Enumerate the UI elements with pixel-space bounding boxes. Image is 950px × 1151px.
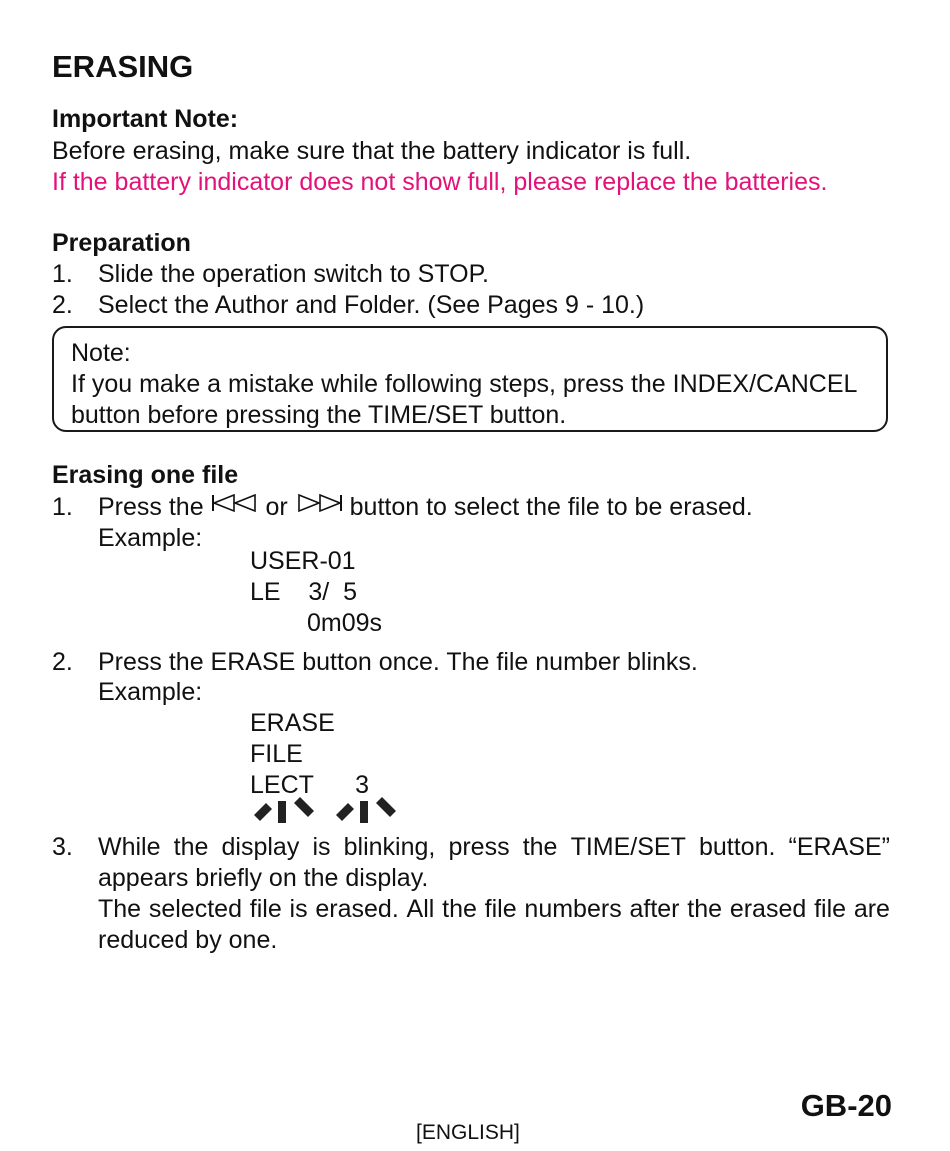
step-number: 1. — [52, 493, 73, 521]
step-3-word: the — [173, 833, 209, 861]
step-3-word: are — [853, 895, 890, 923]
step-3-word: the — [522, 833, 558, 861]
skip-forward-icon — [295, 490, 343, 520]
step-3-word: The — [98, 895, 142, 923]
note-text-line-1: If you make a mistake while following steps, press the INDEX/CANCEL — [71, 370, 858, 398]
step-number: 1. — [52, 260, 73, 288]
step-1-middle: or — [265, 493, 288, 521]
step-3-word: erased. — [315, 895, 399, 923]
step-3-word: display — [221, 833, 300, 861]
step-3-word: numbers — [524, 895, 622, 923]
skip-back-icon — [211, 490, 259, 520]
step-3-word: is — [312, 833, 331, 861]
step-3-word: file — [484, 895, 517, 923]
battery-warning-text: If the battery indicator does not show full, please replace the batteries. — [52, 168, 828, 196]
page-number: GB-20 — [800, 1088, 892, 1123]
display-line-file-count: LE 3/ 5 — [250, 578, 358, 606]
display-line-erase: ERASE — [250, 709, 335, 737]
erasing-one-file-heading: Erasing one file — [52, 461, 239, 489]
step-3-line-4: reduced by one. — [98, 926, 278, 954]
blink-indicator-icon — [254, 797, 314, 823]
step-3-word: file — [814, 895, 847, 923]
step-3-word: “ERASE” — [788, 833, 890, 861]
step-3-line-1 — [98, 832, 890, 863]
step-number: 3. — [52, 833, 73, 861]
step-3-word: selected — [148, 895, 242, 923]
step-1-prefix: Press the — [98, 493, 204, 521]
blink-indicator-icon — [250, 795, 410, 832]
step-3-line-2: appears briefly on the display. — [98, 864, 429, 892]
example-label: Example: — [98, 524, 203, 552]
important-note-text: Before erasing, make sure that the battery indicator is full. — [52, 137, 692, 165]
step-3-word: after — [629, 895, 680, 923]
display-line-file: FILE — [250, 740, 303, 768]
step-1-text — [98, 492, 753, 523]
page-title: ERASING — [52, 49, 194, 84]
example-label: Example: — [98, 678, 203, 706]
preparation-heading: Preparation — [52, 229, 191, 257]
preparation-step-2: Select the Author and Folder. (See Pages 9 - 10.) — [98, 291, 645, 319]
step-3-line-3 — [98, 894, 890, 925]
step-3-word: blinking, — [343, 833, 436, 861]
note-text-line-2: button before pressing the TIME/SET button. — [71, 401, 567, 429]
display-line-lect: LECT 3 — [250, 771, 370, 799]
preparation-step-1: Slide the operation switch to STOP. — [98, 260, 489, 288]
step-3-word: All — [406, 895, 435, 923]
important-note-heading: Important Note: — [52, 105, 239, 133]
step-3-word: file — [249, 895, 282, 923]
step-number: 2. — [52, 291, 73, 319]
step-3-word: is — [289, 895, 308, 923]
step-3-word: the — [442, 895, 477, 923]
blink-indicator-icon — [336, 797, 396, 823]
step-number: 2. — [52, 648, 73, 676]
step-3-word: press — [448, 833, 510, 861]
step-3-word: button. — [698, 833, 776, 861]
display-line-time: 0m09s — [307, 609, 383, 637]
step-3-word: the — [687, 895, 723, 923]
language-label: [ENGLISH] — [416, 1121, 520, 1144]
step-2-text: Press the ERASE button once. The file number blinks. — [98, 648, 698, 676]
step-3-word: erased — [729, 895, 807, 923]
step-1-suffix: button to select the file to be erased. — [349, 493, 753, 521]
display-line-user: USER-01 — [250, 547, 356, 575]
step-3-word: While — [98, 833, 161, 861]
step-3-word: TIME/SET — [570, 833, 686, 861]
note-heading: Note: — [71, 339, 131, 367]
